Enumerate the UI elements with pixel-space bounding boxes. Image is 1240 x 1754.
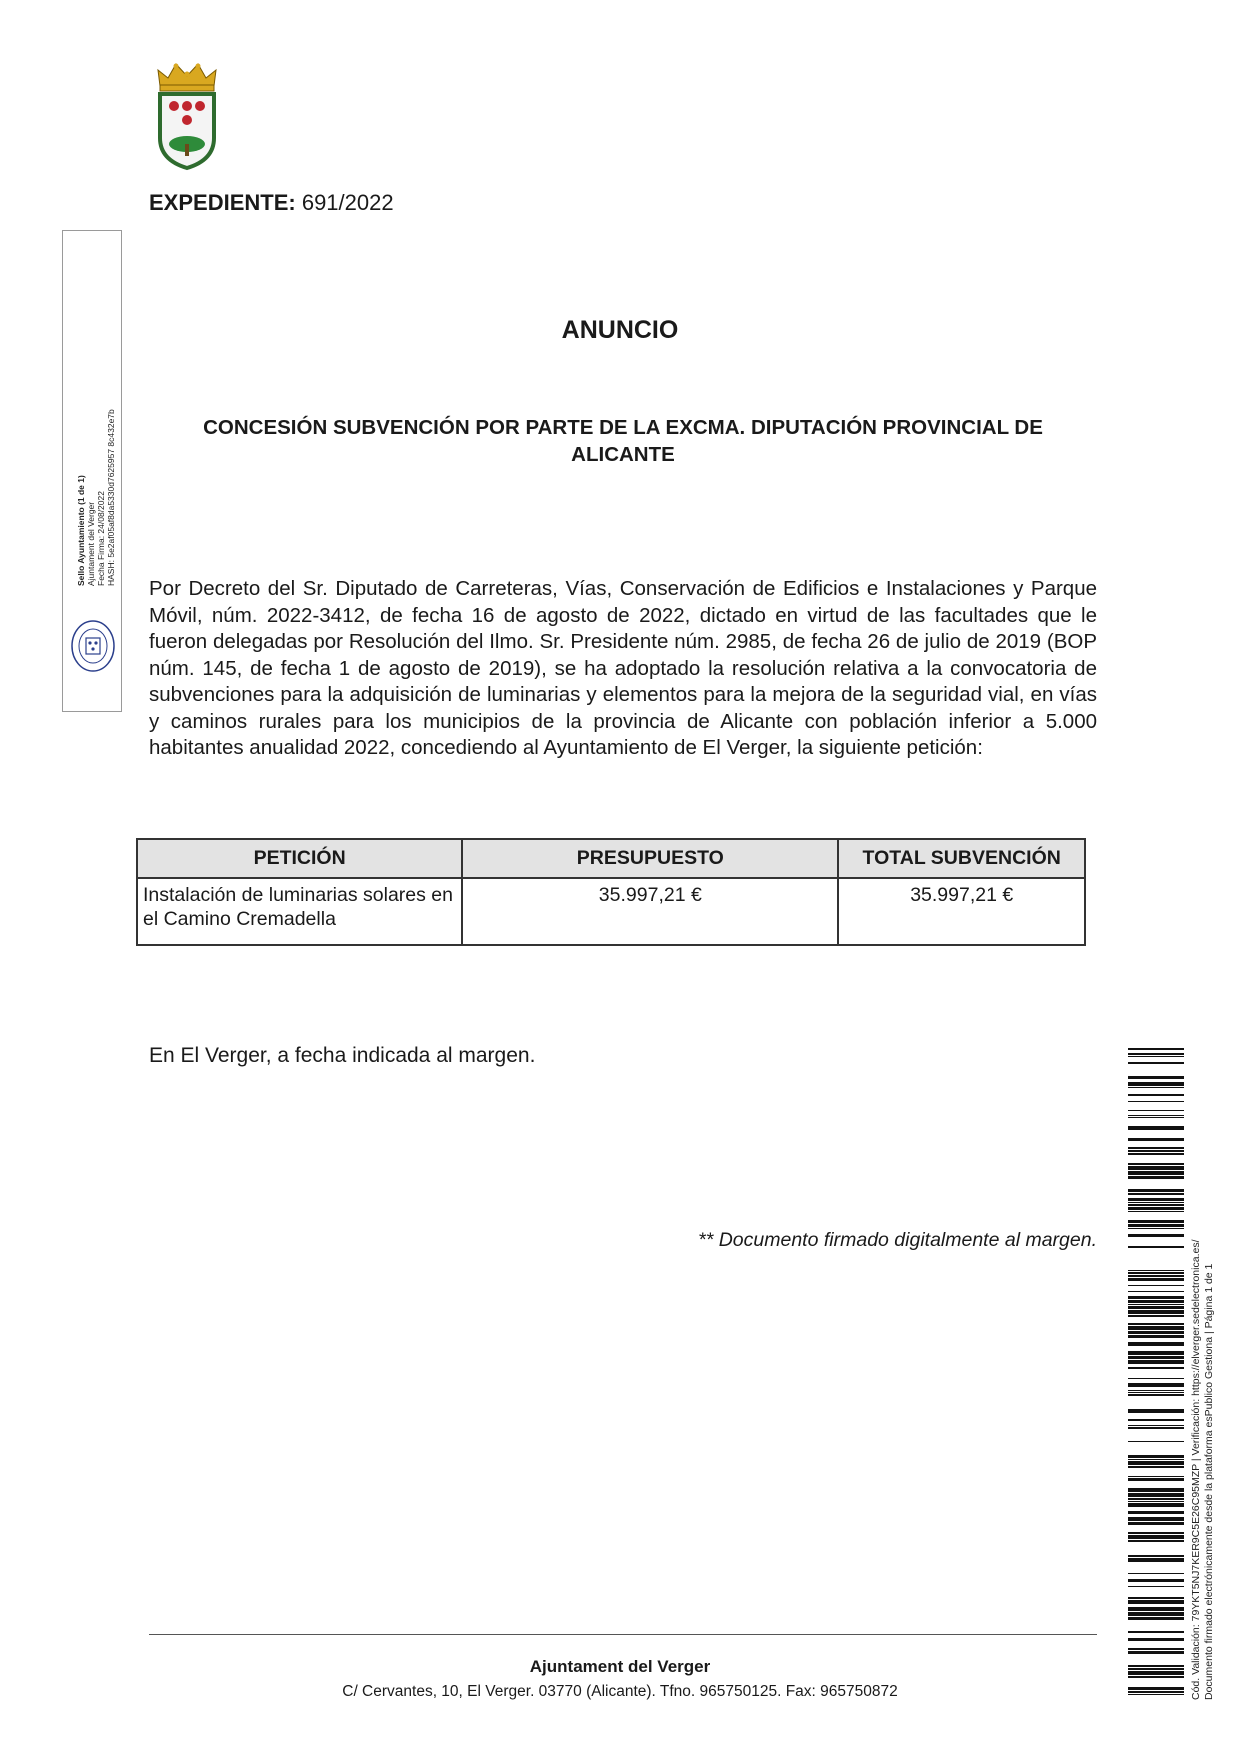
cell-presupuesto: 35.997,21 € [462,878,838,945]
stamp-title: Sello Ayuntamiento (1 de 1) [76,475,86,586]
footer-organization: Ajuntament del Verger [529,1657,711,1676]
body-paragraph: Por Decreto del Sr. Diputado de Carreteras, Vías, Conservación de Edificios e Instalaciones y Parque Móvil, núm. 2022-3412, de fecha 16 de agosto de 2022, dictado en virtud de las facultades que le fueron delegadas por Resolución del Ilmo. Sr. Presidente núm. 2985, de fecha 26 de julio de 2019 (BOP núm. 145, de fecha 1 de agosto de 2019), se ha adoptado la resolución relativa a la convocatoria de subvenciones para la adquisición de luminarias y elementos para la mejora de la seguridad vial, en vías y caminos rurales para los municipios de la provincia de Alicante con población inferior a 5.000 habitantes anualidad 2022, concediendo al Ayuntamiento de El Verger, la siguiente petición: [149,577,1097,759]
validation-line-1: Cód. Validación: 79YKT5NJ7KER9C5E26C95MZP | Verificación: https://elverger.sedelectronica.es/ [1190,1239,1202,1700]
table-header-row [137,839,1085,878]
validation-barcode [1128,1048,1184,1698]
municipal-crest-logo [152,60,222,172]
table-row [137,878,1085,945]
column-header-peticion: PETICIÓN [137,839,462,878]
column-header-total-subvencion: TOTAL SUBVENCIÓN [838,839,1085,878]
expediente-line [149,190,394,216]
digital-signature-note: ** Documento firmado digitalmente al margen. [698,1229,1097,1251]
expediente-number: 691/2022 [301,190,394,215]
cell-peticion: Instalación de luminarias solares en el Camino Cremadella [137,878,462,945]
document-title: ANUNCIO [561,316,679,344]
validation-text [1190,1240,1215,1701]
stamp-text [76,409,116,586]
expediente-label: EXPEDIENTE: [149,190,296,215]
closing-line: En El Verger, a fecha indicada al margen. [149,1044,536,1067]
stamp-line-3: HASH: 5e2af05af8da5330d7625957 8c432e7b [106,409,116,586]
stamp-line-1: Ajuntament del Verger [86,501,96,586]
signature-stamp-box [62,230,122,712]
stamp-line-2: Fecha Firma: 24/08/2022 [96,491,106,586]
footer-divider [149,1634,1097,1635]
validation-line-2: Documento firmado electrónicamente desde la plataforma esPublico Gestiona | Página 1 de 1 [1202,1263,1215,1700]
document-subtitle: CONCESIÓN SUBVENCIÓN POR PARTE DE LA EXCMA. DIPUTACIÓN PROVINCIAL DE ALICANTE [203,416,1043,466]
footer-address: C/ Cervantes, 10, El Verger. 03770 (Alicante). Tfno. 965750125. Fax: 965750872 [342,1683,898,1700]
column-header-presupuesto: PRESUPUESTO [462,839,838,878]
cell-total-subvencion: 35.997,21 € [838,878,1085,945]
grant-table [136,838,1086,946]
seal-icon [69,618,117,674]
